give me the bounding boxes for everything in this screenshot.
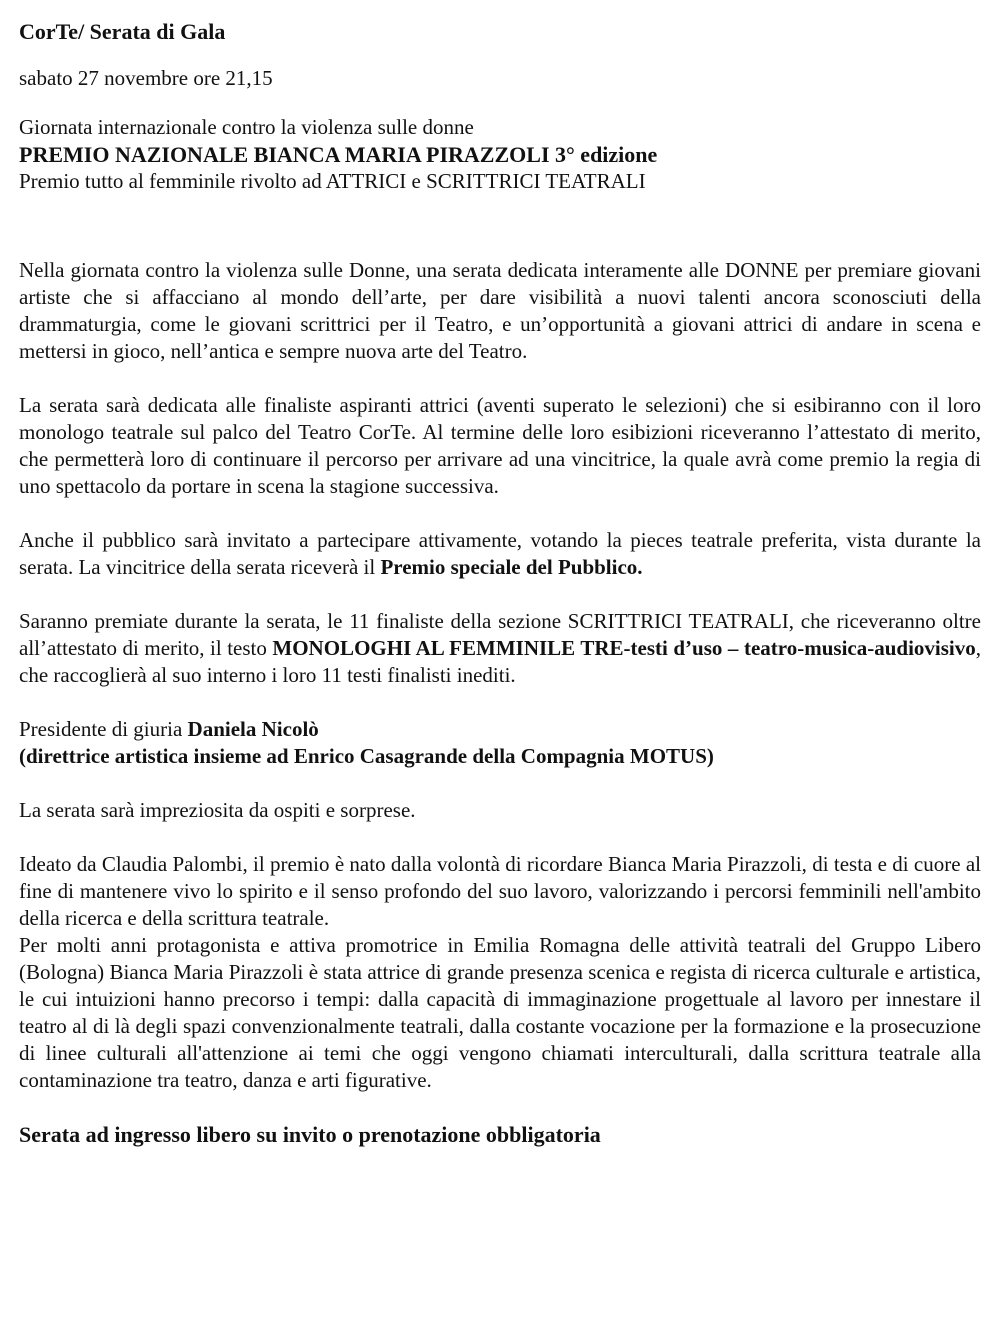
event-date: sabato 27 novembre ore 21,15: [19, 66, 273, 90]
jury-president-role: (direttrice artistica insieme ad Enrico Casagrande della Compagnia MOTUS): [19, 744, 714, 768]
jury-label: Presidente di giuria: [19, 717, 188, 741]
paragraph-biography: Per molti anni protagonista e attiva promotrice in Emilia Romagna delle attività teatrali del Gruppo Libero (Bologna) Bianca Maria Pirazzoli è stata attrice di grande presenza scenica e regista di ricerca culturale e artistica, le cui intuizioni hanno precorso i tempi: dalla capacità di immaginazione progettuale al lavoro per innestare il teatro al di là degli spazi convenzionalmente teatrali, dalla costante vocazione per la formazione e la prosecuzione di linee culturali all'attenzione ai temi che oggi vengono chiamati interculturali, dalla scrittura teatrale alla contaminazione tra teatro, danza e arti figurative.: [19, 933, 981, 1092]
paragraph-guests: La serata sarà impreziosita da ospiti e sorprese.: [19, 798, 416, 822]
document-page: [19, 18, 981, 1148]
writers-text-start: Saranno premiate durante la serata, le 11 finaliste della sezione SCRITTRICI TEATRALI, che riceveranno oltre all’attestato di merito, il testo: [19, 609, 981, 660]
award-description: Premio tutto al femminile rivolto ad ATTRICI e SCRITTRICI TEATRALI: [19, 169, 646, 193]
award-name: PREMIO NAZIONALE BIANCA MARIA PIRAZZOLI 3° edizione: [19, 142, 658, 167]
paragraph-intro: Nella giornata contro la violenza sulle Donne, una serata dedicata interamente alle DONNE per premiare giovani artiste che si affacciano al mondo dell’arte, per dare visibilità a nuovi talenti ancora sconosciuti della drammaturgia, come le giovani scrittrici per il Teatro, e un’opportunità a giovani attrici di andare in scena e mettersi in gioco, nell’antica e sempre nuova arte del Teatro.: [19, 258, 981, 363]
paragraph-jury: [19, 716, 981, 770]
jury-president-name: Daniela Nicolò: [187, 717, 319, 741]
paragraph-audience-vote: [19, 527, 981, 581]
audience-vote-text: Anche il pubblico sarà invitato a partecipare attivamente, votando la pieces teatrale preferita, vista durante la serata. La vincitrice della serata riceverà il: [19, 528, 981, 579]
admission-note: Serata ad ingresso libero su invito o prenotazione obbligatoria: [19, 1122, 601, 1147]
paragraph-origin: Ideato da Claudia Palombi, il premio è nato dalla volontà di ricordare Bianca Maria Pirazzoli, di testa e di cuore al fine di mantenere vivo lo spirito e il senso profondo del suo lavoro, valorizzando i percorsi femminili nell'ambito della ricerca e della scrittura teatrale.: [19, 852, 981, 930]
event-occasion: Giornata internazionale contro la violenza sulle donne: [19, 115, 474, 139]
paragraph-finalists-actresses: La serata sarà dedicata alle finaliste aspiranti attrici (aventi superato le selezioni) che si esibiranno con il loro monologo teatrale sul palco del Teatro CorTe. Al termine delle loro esibizioni riceveranno l’attestato di merito, che permetterà loro di continuare il percorso per arrivare ad una vincitrice, la quale avrà come premio la regia di uno spettacolo da portare in scena la stagione successiva.: [19, 393, 981, 498]
writers-text-end: , che raccoglierà al suo interno i loro 11 testi finalisti inediti.: [19, 636, 981, 687]
paragraph-finalists-writers: [19, 608, 981, 689]
audience-prize-name: Premio speciale del Pubblico.: [380, 555, 643, 579]
event-heading-block: [19, 114, 981, 195]
event-title: CorTe/ Serata di Gala: [19, 19, 226, 44]
book-title: MONOLOGHI AL FEMMINILE TRE-testi d’uso – teatro-musica-audiovisivo: [272, 636, 976, 660]
